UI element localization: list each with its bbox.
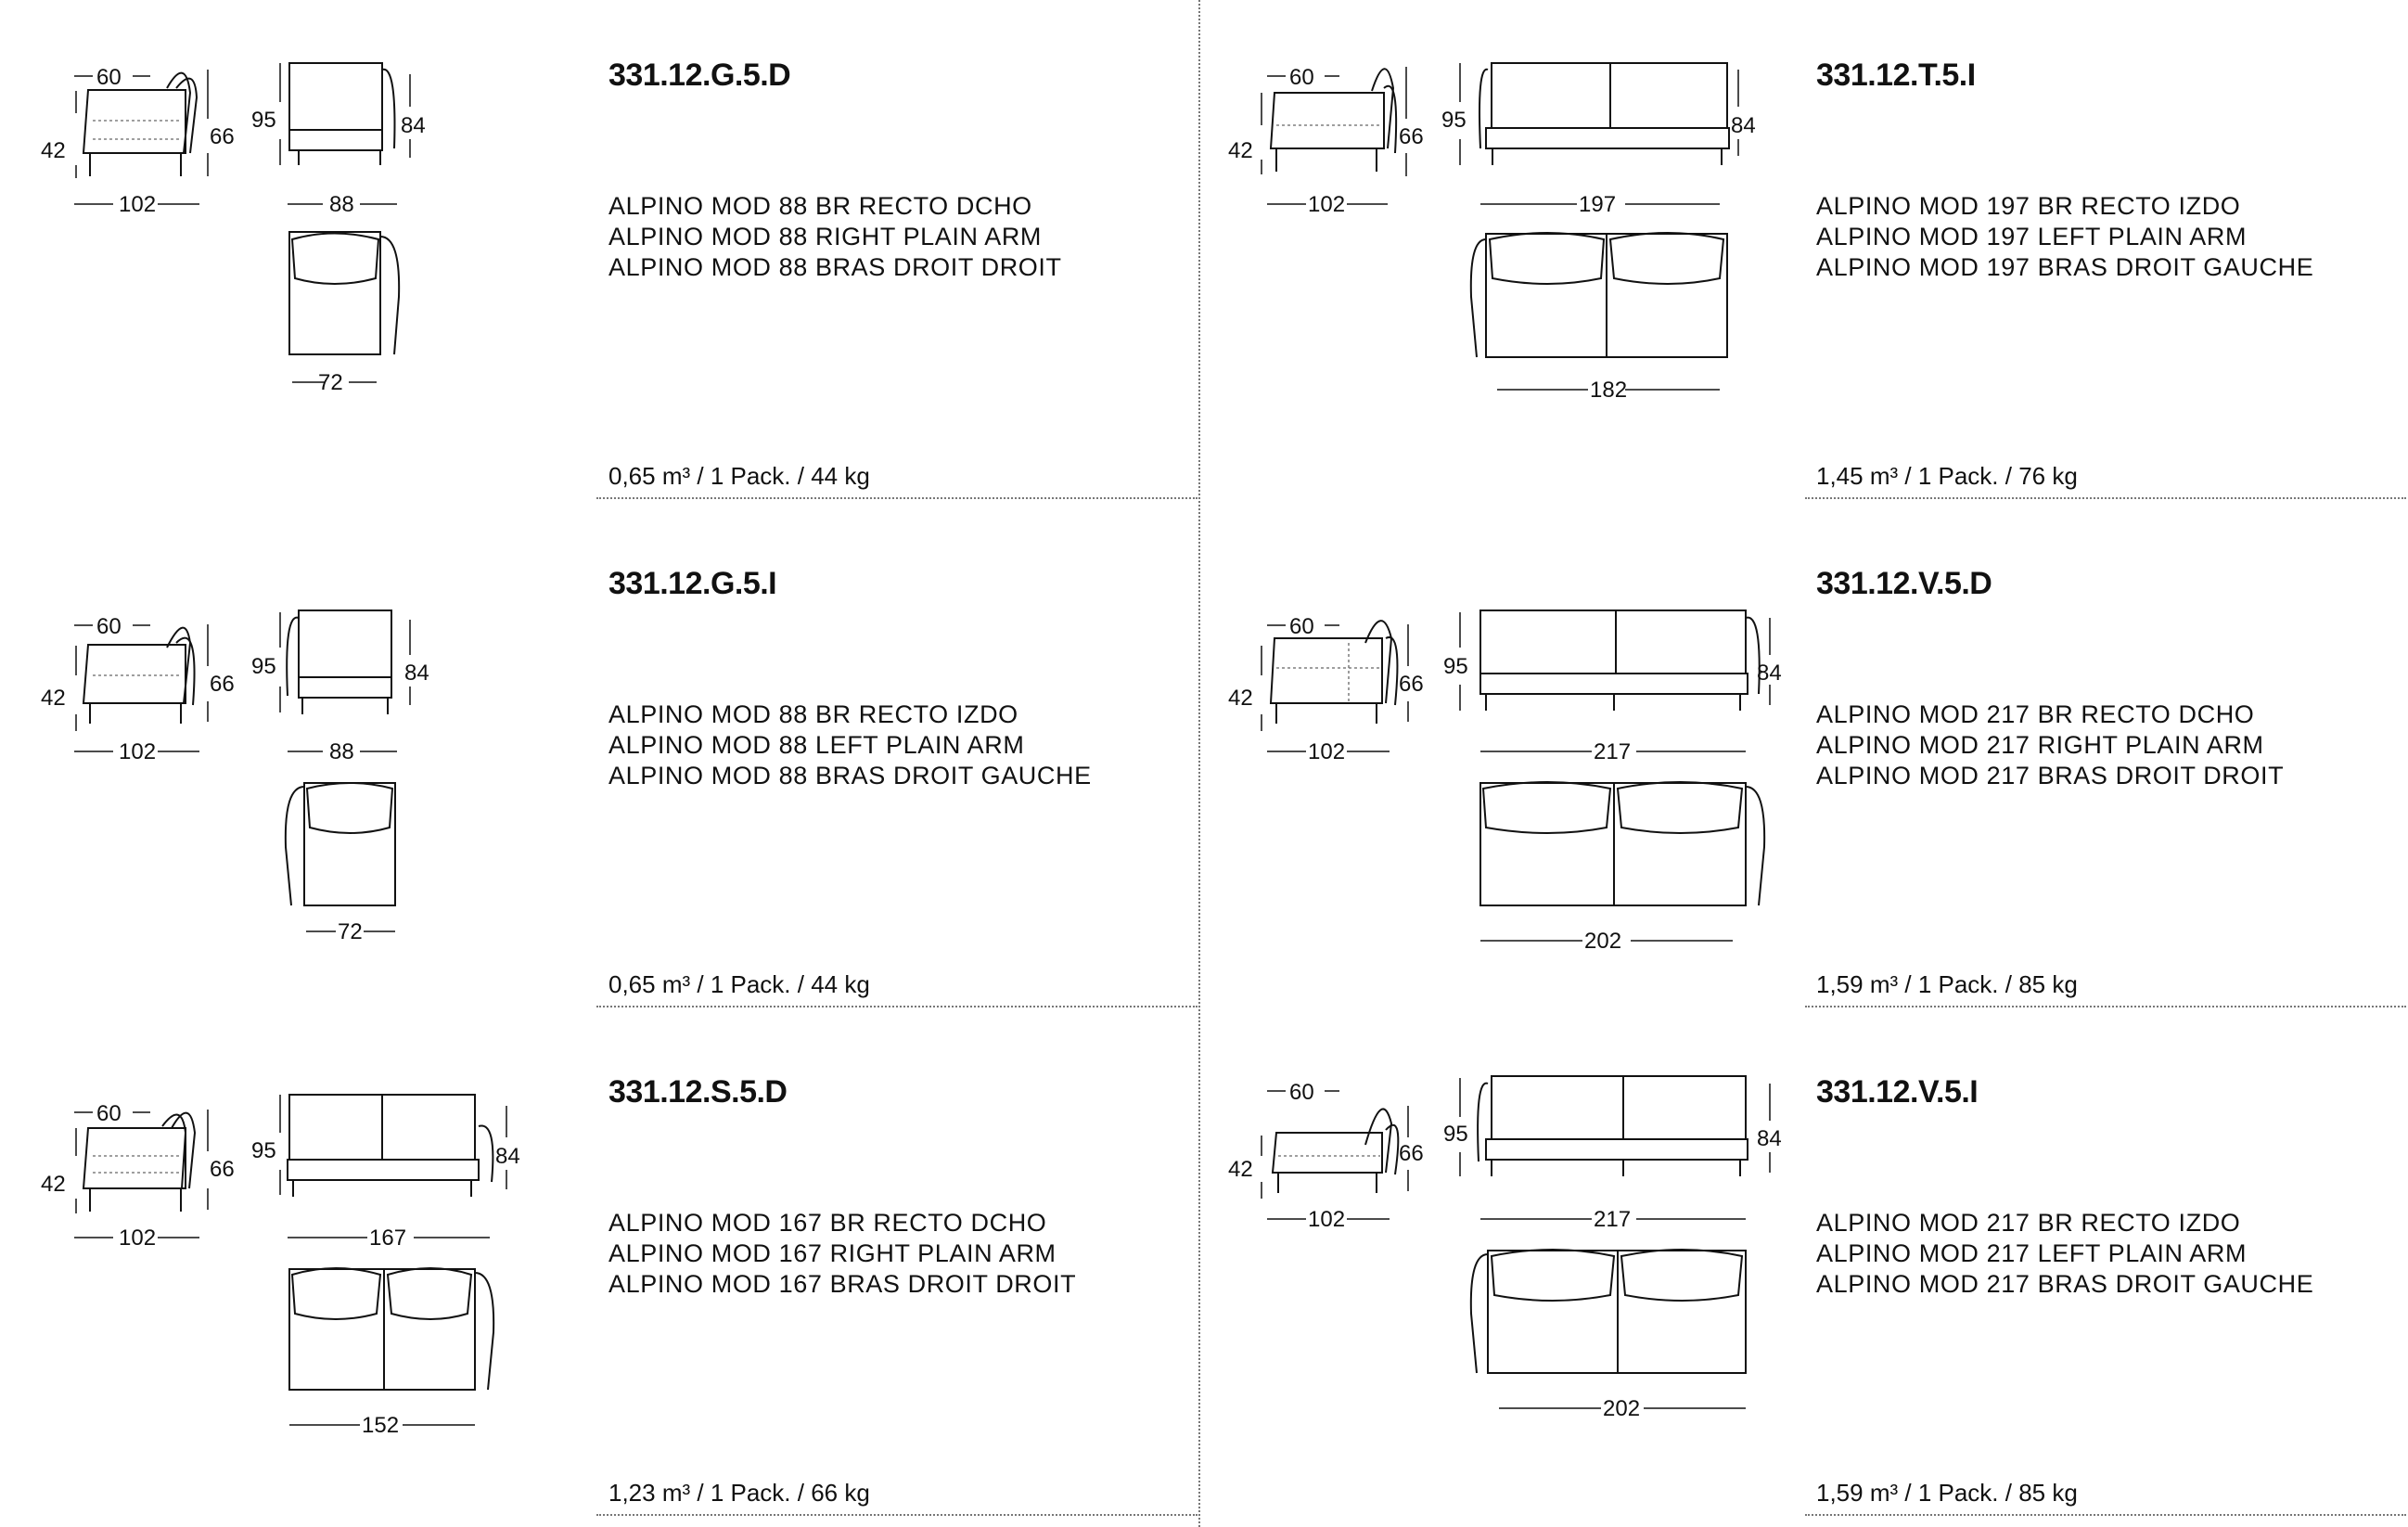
product-drawings bbox=[0, 508, 594, 954]
dimension-label: 84 bbox=[404, 661, 429, 686]
dimension-label: 95 bbox=[1443, 1122, 1468, 1147]
dimension-label: 217 bbox=[1594, 739, 1632, 764]
side-view-drawing bbox=[74, 1110, 208, 1238]
product-code: 331.12.V.5.D bbox=[1816, 566, 1992, 601]
dimension-label: 102 bbox=[1308, 1207, 1346, 1232]
product-card bbox=[0, 508, 1197, 1017]
dimension-label: 60 bbox=[1289, 1080, 1314, 1105]
dimension-label: 66 bbox=[210, 1157, 235, 1182]
dimension-label: 95 bbox=[251, 108, 276, 133]
product-card bbox=[1210, 508, 2406, 1017]
side-view-drawing bbox=[74, 624, 208, 751]
front-view-drawing bbox=[280, 1095, 506, 1425]
description-line: ALPINO MOD 217 BR RECTO DCHO bbox=[1816, 700, 2255, 728]
dimension-label: 217 bbox=[1594, 1207, 1632, 1232]
dimension-label: 102 bbox=[119, 1225, 157, 1251]
description-line: ALPINO MOD 88 RIGHT PLAIN ARM bbox=[608, 223, 1043, 250]
dimension-label: 66 bbox=[1399, 672, 1424, 697]
dimension-label: 102 bbox=[119, 192, 157, 217]
dimension-label: 42 bbox=[1228, 686, 1253, 711]
dimension-label: 60 bbox=[1289, 614, 1314, 639]
dimension-label: 42 bbox=[41, 1172, 66, 1197]
dimension-label: 102 bbox=[1308, 739, 1346, 764]
description-line: ALPINO MOD 197 LEFT PLAIN ARM bbox=[1816, 223, 2248, 250]
product-card bbox=[1210, 1017, 2406, 1525]
product-code: 331.12.G.5.D bbox=[608, 58, 791, 93]
dimension-label: 72 bbox=[338, 919, 363, 944]
side-view-drawing bbox=[74, 70, 208, 204]
dimension-label: 66 bbox=[210, 672, 235, 697]
dimension-label: 60 bbox=[96, 1101, 122, 1126]
front-view-drawing bbox=[1460, 610, 1770, 941]
product-code: 331.12.S.5.D bbox=[608, 1074, 788, 1110]
front-view-drawing bbox=[1460, 63, 1738, 390]
dimension-label: 102 bbox=[119, 739, 157, 764]
front-view-drawing bbox=[280, 610, 410, 931]
dimension-label: 60 bbox=[1289, 65, 1314, 90]
product-description bbox=[608, 699, 1092, 791]
description-line: ALPINO MOD 217 LEFT PLAIN ARM bbox=[1816, 1239, 2248, 1267]
dimension-label: 88 bbox=[329, 739, 354, 764]
product-code: 331.12.G.5.I bbox=[608, 566, 777, 601]
product-drawings bbox=[1210, 1017, 1803, 1462]
side-view-drawing bbox=[1262, 621, 1408, 751]
dimension-label: 202 bbox=[1603, 1396, 1641, 1421]
dimension-label: 66 bbox=[1399, 1141, 1424, 1166]
dimension-label: 72 bbox=[318, 370, 343, 395]
product-description bbox=[608, 1208, 1076, 1300]
description-line: ALPINO MOD 88 LEFT PLAIN ARM bbox=[608, 731, 1025, 759]
description-line: ALPINO MOD 217 BRAS DROIT DROIT bbox=[1816, 762, 2285, 789]
packaging-spec: 1,23 m³ / 1 Pack. / 66 kg bbox=[608, 1479, 870, 1507]
description-line: ALPINO MOD 167 RIGHT PLAIN ARM bbox=[608, 1239, 1057, 1267]
dimension-label: 202 bbox=[1584, 929, 1622, 954]
dimension-label: 182 bbox=[1590, 378, 1628, 403]
description-line: ALPINO MOD 217 BRAS DROIT GAUCHE bbox=[1816, 1270, 2314, 1298]
product-description bbox=[608, 191, 1062, 283]
product-card bbox=[0, 0, 1197, 508]
dimension-label: 84 bbox=[1757, 661, 1782, 686]
description-line: ALPINO MOD 88 BR RECTO DCHO bbox=[608, 192, 1032, 220]
packaging-spec: 1,59 m³ / 1 Pack. / 85 kg bbox=[1816, 1479, 2078, 1507]
product-card bbox=[1210, 0, 2406, 508]
column-divider bbox=[1198, 0, 1200, 1527]
dimension-label: 95 bbox=[1441, 108, 1467, 133]
description-line: ALPINO MOD 167 BRAS DROIT DROIT bbox=[608, 1270, 1077, 1298]
product-description bbox=[1816, 191, 2313, 283]
dimension-label: 102 bbox=[1308, 192, 1346, 217]
packaging-spec: 0,65 m³ / 1 Pack. / 44 kg bbox=[608, 970, 870, 998]
dimension-label: 197 bbox=[1579, 192, 1617, 217]
dimension-label: 66 bbox=[210, 124, 235, 149]
product-code: 331.12.T.5.I bbox=[1816, 58, 1976, 93]
packaging-spec: 1,45 m³ / 1 Pack. / 76 kg bbox=[1816, 462, 2078, 490]
product-drawings bbox=[0, 0, 594, 408]
description-line: ALPINO MOD 217 BR RECTO IZDO bbox=[1816, 1209, 2241, 1237]
dimension-label: 167 bbox=[369, 1225, 407, 1251]
dimension-label: 42 bbox=[1228, 1157, 1253, 1182]
front-view-drawing bbox=[280, 63, 410, 204]
description-line: ALPINO MOD 88 BRAS DROIT GAUCHE bbox=[608, 762, 1092, 789]
product-drawings bbox=[1210, 508, 1803, 954]
description-line: ALPINO MOD 197 BR RECTO IZDO bbox=[1816, 192, 2241, 220]
packaging-spec: 0,65 m³ / 1 Pack. / 44 kg bbox=[608, 462, 870, 490]
dimension-label: 84 bbox=[495, 1144, 520, 1169]
description-line: ALPINO MOD 88 BR RECTO IZDO bbox=[608, 700, 1018, 728]
dimension-label: 60 bbox=[96, 614, 122, 639]
description-line: ALPINO MOD 197 BRAS DROIT GAUCHE bbox=[1816, 253, 2314, 281]
dimension-label: 42 bbox=[41, 686, 66, 711]
product-description bbox=[1816, 1208, 2313, 1300]
packaging-spec: 1,59 m³ / 1 Pack. / 85 kg bbox=[1816, 970, 2078, 998]
dimension-label: 84 bbox=[401, 113, 426, 138]
product-drawings bbox=[1210, 0, 1803, 427]
description-line: ALPINO MOD 88 BRAS DROIT DROIT bbox=[608, 253, 1062, 281]
plan-view-drawing bbox=[289, 232, 399, 382]
product-card bbox=[0, 1017, 1197, 1525]
dimension-label: 95 bbox=[251, 654, 276, 679]
dimension-label: 60 bbox=[96, 65, 122, 90]
dimension-label: 84 bbox=[1731, 113, 1756, 138]
product-code: 331.12.V.5.I bbox=[1816, 1074, 1979, 1110]
dimension-label: 42 bbox=[1228, 138, 1253, 163]
dimension-label: 95 bbox=[1443, 654, 1468, 679]
front-view-drawing bbox=[1460, 1076, 1770, 1408]
dimension-label: 88 bbox=[329, 192, 354, 217]
side-view-drawing bbox=[1262, 1091, 1408, 1219]
dimension-label: 84 bbox=[1757, 1126, 1782, 1151]
dimension-label: 66 bbox=[1399, 124, 1424, 149]
description-line: ALPINO MOD 167 BR RECTO DCHO bbox=[608, 1209, 1047, 1237]
description-line: ALPINO MOD 217 RIGHT PLAIN ARM bbox=[1816, 731, 2264, 759]
product-description bbox=[1816, 699, 2284, 791]
side-view-drawing bbox=[1262, 67, 1406, 204]
dimension-label: 42 bbox=[41, 138, 66, 163]
product-drawings bbox=[0, 1017, 594, 1462]
dimension-label: 95 bbox=[251, 1138, 276, 1163]
dimension-label: 152 bbox=[362, 1413, 400, 1438]
